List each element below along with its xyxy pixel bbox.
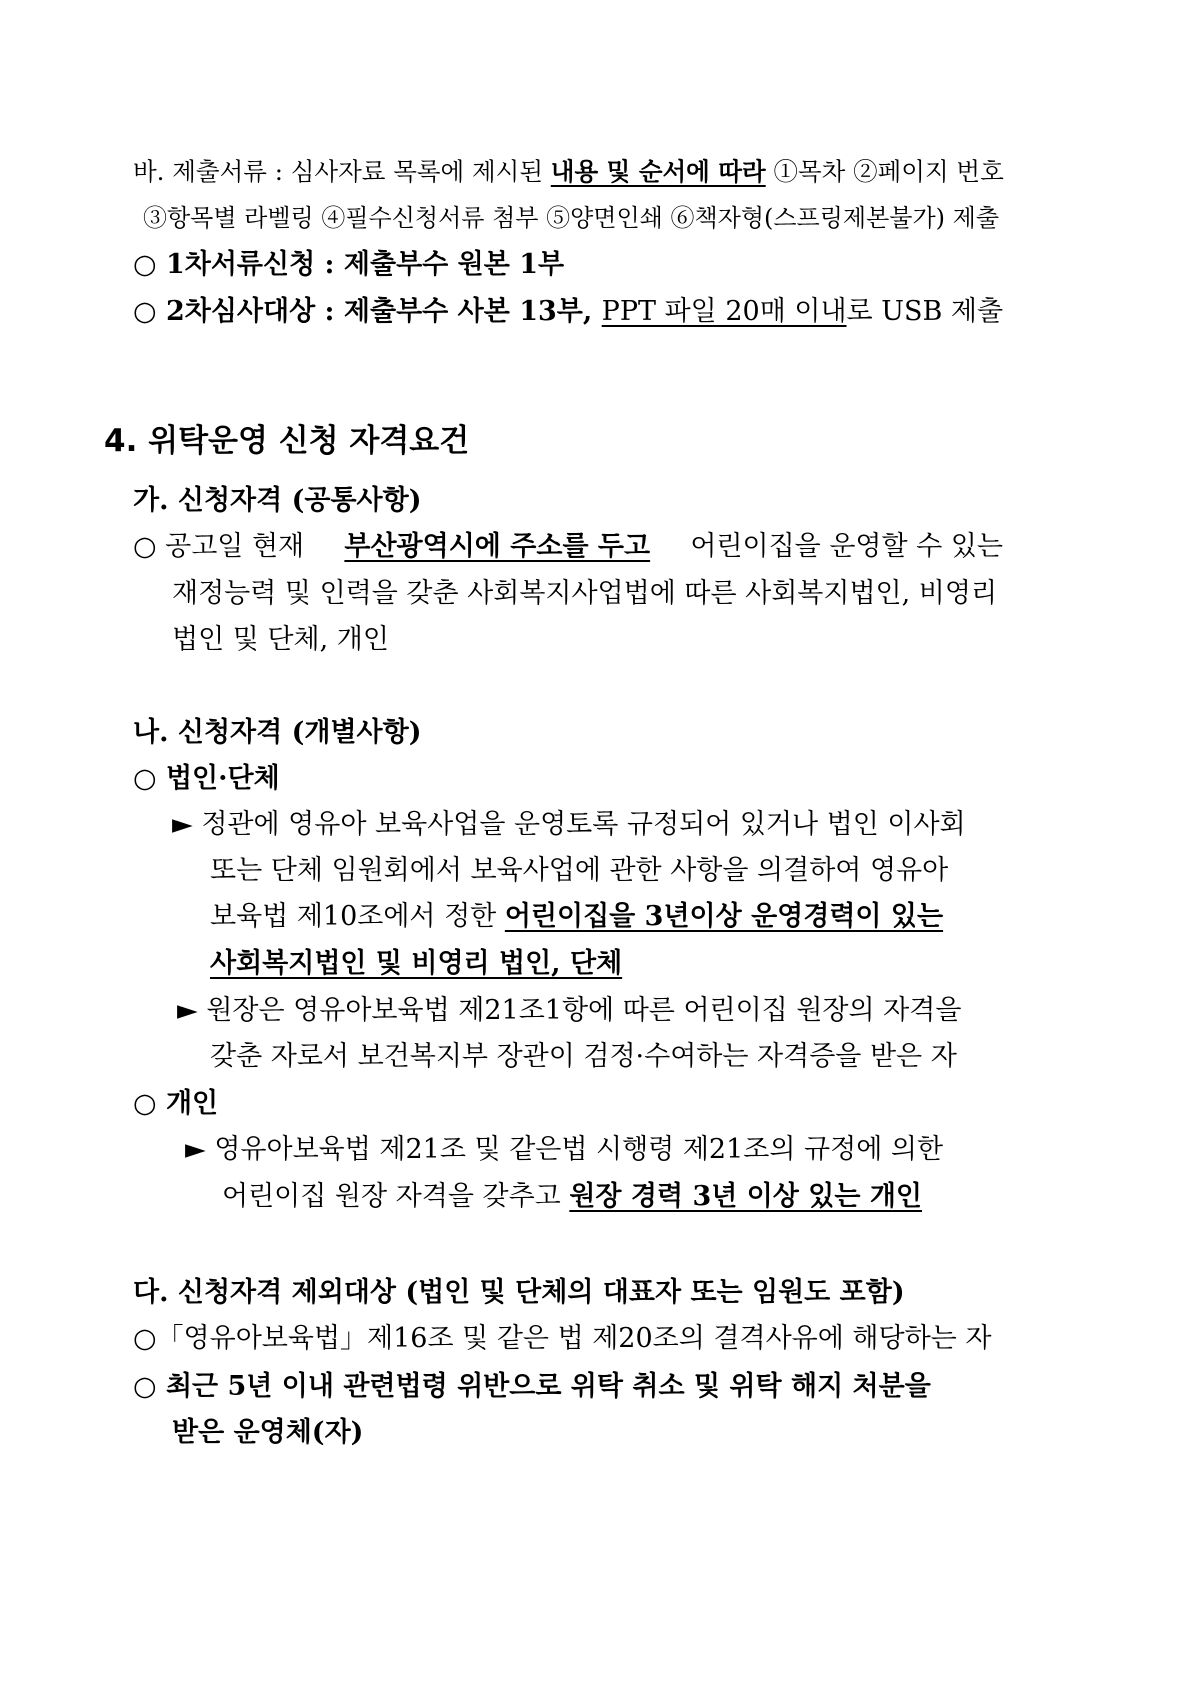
submit-docs-line-1: 바. 제출서류 : 심사자료 목록에 제시된 내용 및 순서에 따라 ①목차 ②페이지 번호 (133, 157, 1004, 186)
corp-item-2-line-2: 갖춘 자로서 보건복지부 장관이 검정·수여하는 자격증을 받은 자 (210, 1041, 957, 1072)
second-round-docs: ○ 2차심사대상 : 제출부수 사본 13부, PPT 파일 20매 이내로 USB 제출 (133, 296, 1004, 327)
order-emphasis: 내용 및 순서에 따라 (550, 157, 766, 186)
corp-item-1-line-3: 보육법 제10조에서 정한 어린이집을 3년이상 운영경력이 있는 (210, 901, 944, 932)
ga-line-2: 재정능력 및 인력을 갖춘 사회복지사업법에 따른 사회복지법인, 비영리 (172, 578, 998, 609)
da-title: 다. 신청자격 제외대상 (법인 및 단체의 대표자 또는 임원도 포함) (133, 1277, 905, 1308)
individual-title: ○ 개인 (133, 1088, 219, 1119)
corp-item-2-line-1: ► 원장은 영유아보육법 제21조1항에 따른 어린이집 원장의 자격을 (177, 995, 962, 1026)
director-career-emphasis: 원장 경력 3년 이상 있는 개인 (569, 1181, 923, 1212)
busan-address-emphasis: 부산광역시에 주소를 두고 (344, 531, 651, 562)
corp-item-1-line-2: 또는 단체 임원회에서 보육사업에 관한 사항을 의결하여 영유아 (210, 855, 949, 886)
individual-line-1: ► 영유아보육법 제21조 및 같은법 시행령 제21조의 규정에 의한 (185, 1134, 944, 1165)
three-year-emphasis: 어린이집을 3년이상 운영경력이 있는 (504, 901, 944, 932)
ga-line-3: 법인 및 단체, 개인 (172, 624, 389, 655)
individual-line-2: 어린이집 원장 자격을 갖추고 원장 경력 3년 이상 있는 개인 (222, 1181, 923, 1212)
corp-item-1-line-1: ► 정관에 영유아 보육사업을 운영토록 규정되어 있거나 법인 이사회 (172, 809, 966, 840)
corp-title: ○ 법인·단체 (133, 763, 280, 794)
da-line-3: 받은 운영체(자) (172, 1417, 364, 1448)
submit-docs-line-2: ③항목별 라벨링 ④필수신청서류 첨부 ⑤양면인쇄 ⑥책자형(스프링제본불가) 제출 (143, 204, 1000, 232)
ga-title: 가. 신청자격 (공통사항) (133, 485, 422, 516)
ppt-limit: PPT 파일 20매 이내 (601, 296, 847, 327)
ga-line-1: ○ 공고일 현재 부산광역시에 주소를 두고 어린이집을 운영할 수 있는 (133, 531, 1003, 562)
da-line-2: ○ 최근 5년 이내 관련법령 위반으로 위탁 취소 및 위탁 해지 처분을 (133, 1371, 931, 1402)
na-title: 나. 신청자격 (개별사항) (133, 717, 422, 748)
section-4-heading: 4. 위탁운영 신청 자격요건 (104, 423, 470, 459)
first-round-docs: ○ 1차서류신청 : 제출부수 원본 1부 (133, 249, 565, 280)
corp-item-1-line-4: 사회복지법인 및 비영리 법인, 단체 (210, 948, 623, 979)
da-line-1: ○「영유아보육법」제16조 및 같은 법 제20조의 결격사유에 해당하는 자 (133, 1323, 992, 1354)
